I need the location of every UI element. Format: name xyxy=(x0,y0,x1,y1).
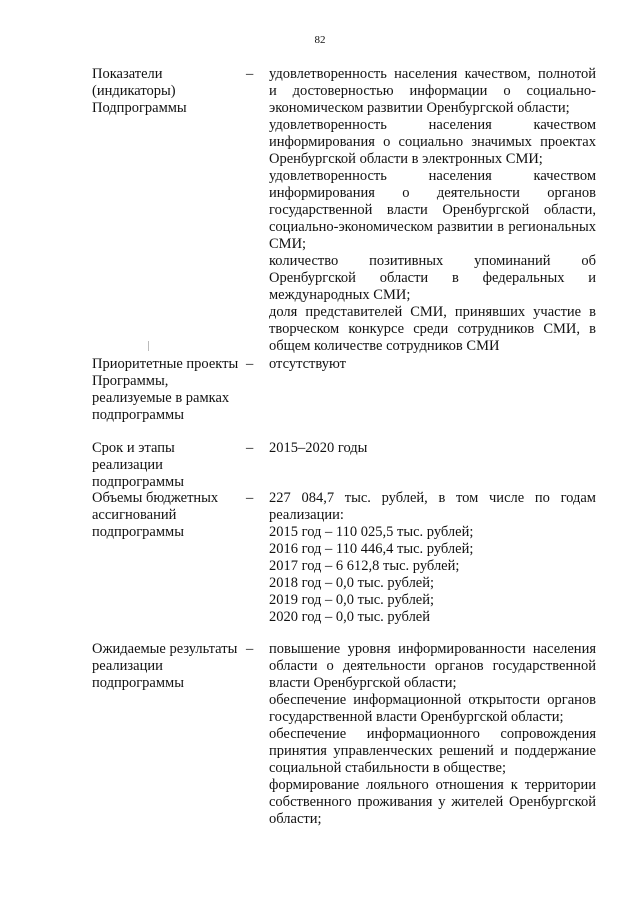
dash: – xyxy=(246,356,254,372)
section-content xyxy=(269,440,596,457)
section-content xyxy=(269,356,596,373)
section-label: Приоритетные проекты Программы, реализуемые в рамках подпрограммы xyxy=(92,356,239,423)
list-item: повышение уровня информированности населения области о деятельности органов государственной власти Оренбургской области; xyxy=(269,641,596,691)
list-item: количество позитивных упоминаний об Оренбургской области в федеральных и международных СМИ; xyxy=(269,253,596,303)
list-item: удовлетворенность населения качеством, полнотой и достоверностью информации о социально-экономическом развитии Оренбургской области; xyxy=(269,66,596,116)
dash: – xyxy=(246,641,254,657)
list-item: удовлетворенность населения качеством информирования о социально значимых проектах Оренбургской области в электронных СМИ; xyxy=(269,117,596,167)
section-label: Срок и этапы реализации подпрограммы xyxy=(92,440,184,490)
budget-line: 2015 год – 110 025,5 тыс. рублей; xyxy=(269,524,474,540)
list-item: обеспечение информационного сопровождения принятия управленческих решений и поддержание социальной стабильности в обществе; xyxy=(269,726,596,776)
budget-line: 2017 год – 6 612,8 тыс. рублей; xyxy=(269,558,460,574)
scan-mark xyxy=(148,341,149,351)
section-content xyxy=(269,641,596,828)
list-item: формирование лояльного отношения к территории собственного проживания у жителей Оренбургской области; xyxy=(269,777,596,827)
budget-intro: 227 084,7 тыс. рублей, в том числе по годам реализации: xyxy=(269,490,596,523)
section-label: Показатели (индикаторы) Подпрограммы xyxy=(92,66,187,116)
list-item: доля представителей СМИ, принявших участие в творческом конкурсе среди сотрудников СМИ, в общем количестве сотрудников СМИ xyxy=(269,304,596,354)
dash: – xyxy=(246,490,254,506)
list-item: 2015–2020 годы xyxy=(269,440,368,456)
list-item: обеспечение информационной открытости органов государственной власти Оренбургской области; xyxy=(269,692,596,725)
section-label: Ожидаемые результаты реализации подпрограммы xyxy=(92,641,238,691)
list-item: удовлетворенность населения качеством информирования о деятельности органов государственной власти Оренбургской области, социально-экономическом развитии в региональных СМИ; xyxy=(269,168,596,252)
dash: – xyxy=(246,66,254,82)
dash: – xyxy=(246,440,254,456)
budget-line: 2018 год – 0,0 тыс. рублей; xyxy=(269,575,435,591)
budget-line: 2016 год – 110 446,4 тыс. рублей; xyxy=(269,541,474,557)
budget-line: 2020 год – 0,0 тыс. рублей xyxy=(269,609,431,625)
section-content xyxy=(269,66,596,355)
section-content xyxy=(269,490,596,626)
list-item: отсутствуют xyxy=(269,356,346,372)
section-label: Объемы бюджетных ассигнований подпрограммы xyxy=(92,490,219,540)
page-number: 82 xyxy=(314,34,326,46)
budget-line: 2019 год – 0,0 тыс. рублей; xyxy=(269,592,435,608)
